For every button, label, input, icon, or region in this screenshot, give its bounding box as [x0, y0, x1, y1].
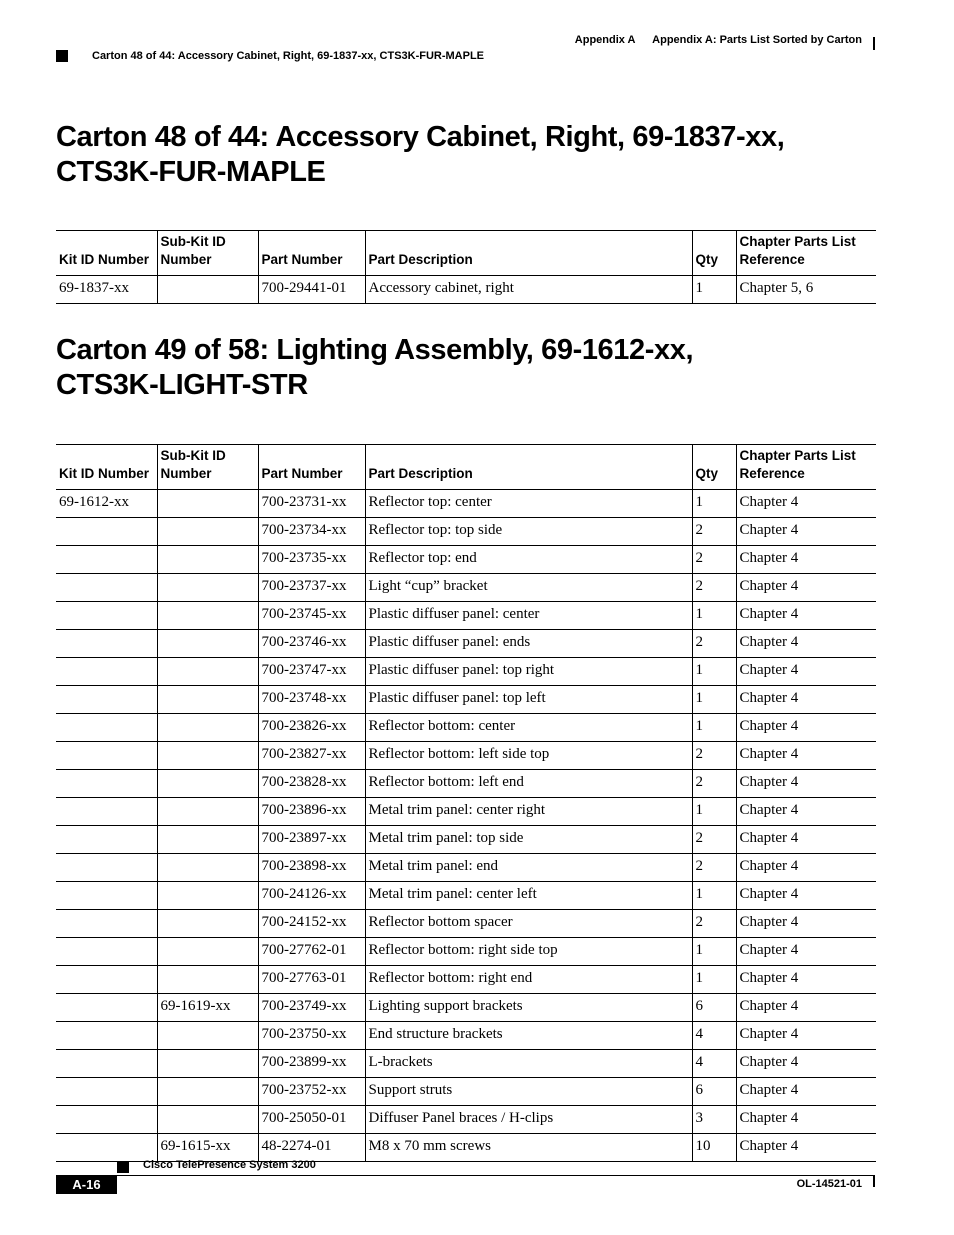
kit-id-cell — [56, 1106, 157, 1134]
table-row — [56, 658, 876, 686]
chapter-reference-cell: Chapter 4 — [736, 602, 876, 630]
table-row — [56, 714, 876, 742]
carton-49-heading: Carton 49 of 58: Lighting Assembly, 69-1612-xx, CTS3K-LIGHT-STR — [56, 334, 694, 401]
chapter-reference-cell: Chapter 4 — [736, 1050, 876, 1078]
qty-cell: 1 — [692, 714, 736, 742]
sub-kit-id-cell — [157, 742, 258, 770]
sub-kit-id-cell — [157, 854, 258, 882]
part-description-cell: Diffuser Panel braces / H-clips — [365, 1106, 692, 1134]
sub-kit-id-cell — [157, 1106, 258, 1134]
part-number-cell: 700-23897-xx — [258, 826, 365, 854]
qty-cell: 1 — [692, 276, 736, 304]
column-header: Qty — [692, 445, 736, 490]
column-header: Sub-Kit ID Number — [157, 231, 258, 276]
table-row — [56, 1022, 876, 1050]
part-number-cell: 700-23749-xx — [258, 994, 365, 1022]
footer-marker-square — [117, 1161, 129, 1173]
qty-cell: 2 — [692, 630, 736, 658]
part-number-cell: 700-23828-xx — [258, 770, 365, 798]
part-number-cell: 48-2274-01 — [258, 1134, 365, 1162]
column-header: Qty — [692, 231, 736, 276]
table-row — [56, 994, 876, 1022]
sub-kit-id-cell — [157, 574, 258, 602]
kit-id-cell — [56, 826, 157, 854]
part-number-cell: 700-29441-01 — [258, 276, 365, 304]
chapter-reference-cell: Chapter 4 — [736, 686, 876, 714]
column-header: Chapter Parts List Reference — [736, 445, 876, 490]
kit-id-cell — [56, 630, 157, 658]
sub-kit-id-cell: 69-1619-xx — [157, 994, 258, 1022]
part-description-cell: End structure brackets — [365, 1022, 692, 1050]
table-row — [56, 686, 876, 714]
table-row — [56, 938, 876, 966]
sub-kit-id-cell — [157, 518, 258, 546]
sub-kit-id-cell — [157, 1078, 258, 1106]
sub-kit-id-cell — [157, 1022, 258, 1050]
qty-cell: 2 — [692, 826, 736, 854]
table-row — [56, 518, 876, 546]
chapter-reference-cell: Chapter 4 — [736, 882, 876, 910]
table-row — [56, 770, 876, 798]
table-row — [56, 602, 876, 630]
sub-kit-id-cell — [157, 630, 258, 658]
chapter-reference-cell: Chapter 4 — [736, 966, 876, 994]
column-header: Part Number — [258, 445, 365, 490]
table-row — [56, 1134, 876, 1162]
column-header: Chapter Parts List Reference — [736, 231, 876, 276]
kit-id-cell — [56, 910, 157, 938]
chapter-reference-cell: Chapter 4 — [736, 630, 876, 658]
part-number-cell: 700-23746-xx — [258, 630, 365, 658]
header-subtitle: Carton 48 of 44: Accessory Cabinet, Right, 69-1837-xx, CTS3K-FUR-MAPLE — [92, 50, 485, 62]
kit-id-cell — [56, 994, 157, 1022]
part-number-cell: 700-27762-01 — [258, 938, 365, 966]
sub-kit-id-cell — [157, 882, 258, 910]
qty-cell: 2 — [692, 546, 736, 574]
footer-product: Cisco TelePresence System 3200 — [143, 1159, 316, 1171]
part-description-cell: Reflector top: end — [365, 546, 692, 574]
kit-id-cell — [56, 1022, 157, 1050]
part-description-cell: L-brackets — [365, 1050, 692, 1078]
carton-48-table — [56, 230, 876, 304]
kit-id-cell — [56, 518, 157, 546]
part-number-cell: 700-23748-xx — [258, 686, 365, 714]
sub-kit-id-cell — [157, 798, 258, 826]
part-description-cell: M8 x 70 mm screws — [365, 1134, 692, 1162]
table-header-row — [56, 445, 876, 490]
part-description-cell: Support struts — [365, 1078, 692, 1106]
kit-id-cell — [56, 798, 157, 826]
part-number-cell: 700-23735-xx — [258, 546, 365, 574]
table-row — [56, 630, 876, 658]
qty-cell: 4 — [692, 1022, 736, 1050]
sub-kit-id-cell — [157, 966, 258, 994]
chapter-reference-cell: Chapter 4 — [736, 714, 876, 742]
column-header: Part Description — [365, 231, 692, 276]
kit-id-cell — [56, 1134, 157, 1162]
qty-cell: 2 — [692, 518, 736, 546]
qty-cell: 2 — [692, 770, 736, 798]
qty-cell: 3 — [692, 1106, 736, 1134]
part-number-cell: 700-24152-xx — [258, 910, 365, 938]
qty-cell: 1 — [692, 658, 736, 686]
chapter-reference-cell: Chapter 5, 6 — [736, 276, 876, 304]
qty-cell: 4 — [692, 1050, 736, 1078]
chapter-reference-cell: Chapter 4 — [736, 994, 876, 1022]
table-row — [56, 798, 876, 826]
sub-kit-id-cell — [157, 658, 258, 686]
qty-cell: 1 — [692, 938, 736, 966]
header-rule-bar — [873, 37, 875, 50]
part-number-cell: 700-23745-xx — [258, 602, 365, 630]
table-row — [56, 882, 876, 910]
table-row — [56, 490, 876, 518]
carton-49-table — [56, 444, 876, 1162]
sub-kit-id-cell — [157, 602, 258, 630]
table-row — [56, 574, 876, 602]
sub-kit-id-cell: 69-1615-xx — [157, 1134, 258, 1162]
kit-id-cell — [56, 938, 157, 966]
qty-cell: 1 — [692, 490, 736, 518]
qty-cell: 2 — [692, 742, 736, 770]
qty-cell: 2 — [692, 574, 736, 602]
sub-kit-id-cell — [157, 276, 258, 304]
part-description-cell: Reflector bottom spacer — [365, 910, 692, 938]
sub-kit-id-cell — [157, 714, 258, 742]
qty-cell: 6 — [692, 1078, 736, 1106]
part-number-cell: 700-25050-01 — [258, 1106, 365, 1134]
table-row — [56, 826, 876, 854]
table-row — [56, 1106, 876, 1134]
chapter-reference-cell: Chapter 4 — [736, 546, 876, 574]
qty-cell: 1 — [692, 686, 736, 714]
qty-cell: 1 — [692, 966, 736, 994]
part-number-cell: 700-23826-xx — [258, 714, 365, 742]
sub-kit-id-cell — [157, 1050, 258, 1078]
part-description-cell: Reflector bottom: right end — [365, 966, 692, 994]
part-number-cell: 700-23734-xx — [258, 518, 365, 546]
part-description-cell: Plastic diffuser panel: center — [365, 602, 692, 630]
part-description-cell: Metal trim panel: center left — [365, 882, 692, 910]
kit-id-cell — [56, 658, 157, 686]
sub-kit-id-cell — [157, 826, 258, 854]
part-description-cell: Metal trim panel: end — [365, 854, 692, 882]
carton-48-heading: Carton 48 of 44: Accessory Cabinet, Right, 69-1837-xx, CTS3K-FUR-MAPLE — [56, 121, 785, 188]
part-number-cell: 700-23750-xx — [258, 1022, 365, 1050]
table-row — [56, 1050, 876, 1078]
footer-rule — [117, 1175, 875, 1176]
part-description-cell: Reflector top: top side — [365, 518, 692, 546]
chapter-reference-cell: Chapter 4 — [736, 1134, 876, 1162]
kit-id-cell: 69-1837-xx — [56, 276, 157, 304]
kit-id-cell — [56, 854, 157, 882]
chapter-reference-cell: Chapter 4 — [736, 658, 876, 686]
kit-id-cell: 69-1612-xx — [56, 490, 157, 518]
sub-kit-id-cell — [157, 938, 258, 966]
table-row — [56, 276, 876, 304]
chapter-reference-cell: Chapter 4 — [736, 854, 876, 882]
part-number-cell: 700-23747-xx — [258, 658, 365, 686]
kit-id-cell — [56, 602, 157, 630]
part-number-cell: 700-24126-xx — [258, 882, 365, 910]
sub-kit-id-cell — [157, 546, 258, 574]
table-row — [56, 742, 876, 770]
part-description-cell: Metal trim panel: center right — [365, 798, 692, 826]
qty-cell: 2 — [692, 910, 736, 938]
chapter-reference-cell: Chapter 4 — [736, 798, 876, 826]
part-description-cell: Reflector bottom: center — [365, 714, 692, 742]
chapter-reference-cell: Chapter 4 — [736, 574, 876, 602]
qty-cell: 1 — [692, 798, 736, 826]
qty-cell: 2 — [692, 854, 736, 882]
part-description-cell: Light “cup” bracket — [365, 574, 692, 602]
qty-cell: 1 — [692, 602, 736, 630]
qty-cell: 1 — [692, 882, 736, 910]
qty-cell: 6 — [692, 994, 736, 1022]
header-section: Appendix A: Parts List Sorted by Carton — [652, 34, 862, 46]
page-number: A-16 — [56, 1175, 117, 1194]
part-description-cell: Reflector bottom: left side top — [365, 742, 692, 770]
kit-id-cell — [56, 770, 157, 798]
kit-id-cell — [56, 574, 157, 602]
chapter-reference-cell: Chapter 4 — [736, 490, 876, 518]
part-description-cell: Plastic diffuser panel: top left — [365, 686, 692, 714]
sub-kit-id-cell — [157, 910, 258, 938]
part-description-cell: Plastic diffuser panel: ends — [365, 630, 692, 658]
table-row — [56, 966, 876, 994]
part-number-cell: 700-23899-xx — [258, 1050, 365, 1078]
running-header — [561, 34, 862, 46]
part-number-cell: 700-23752-xx — [258, 1078, 365, 1106]
part-description-cell: Reflector bottom: left end — [365, 770, 692, 798]
sub-kit-id-cell — [157, 686, 258, 714]
sub-kit-id-cell — [157, 770, 258, 798]
header-marker-square — [56, 50, 68, 62]
footer-rule-bar — [873, 1175, 875, 1187]
table-header-row — [56, 231, 876, 276]
kit-id-cell — [56, 714, 157, 742]
part-number-cell: 700-23737-xx — [258, 574, 365, 602]
table-row — [56, 1078, 876, 1106]
table-row — [56, 854, 876, 882]
part-description-cell: Metal trim panel: top side — [365, 826, 692, 854]
column-header: Part Description — [365, 445, 692, 490]
kit-id-cell — [56, 1050, 157, 1078]
part-description-cell: Reflector bottom: right side top — [365, 938, 692, 966]
kit-id-cell — [56, 882, 157, 910]
chapter-reference-cell: Chapter 4 — [736, 826, 876, 854]
sub-kit-id-cell — [157, 490, 258, 518]
part-number-cell: 700-23898-xx — [258, 854, 365, 882]
kit-id-cell — [56, 686, 157, 714]
chapter-reference-cell: Chapter 4 — [736, 518, 876, 546]
kit-id-cell — [56, 966, 157, 994]
part-number-cell: 700-23731-xx — [258, 490, 365, 518]
kit-id-cell — [56, 742, 157, 770]
chapter-reference-cell: Chapter 4 — [736, 742, 876, 770]
part-description-cell: Reflector top: center — [365, 490, 692, 518]
part-description-cell: Plastic diffuser panel: top right — [365, 658, 692, 686]
part-number-cell: 700-27763-01 — [258, 966, 365, 994]
column-header: Kit ID Number — [56, 231, 157, 276]
column-header: Kit ID Number — [56, 445, 157, 490]
table-row — [56, 546, 876, 574]
chapter-reference-cell: Chapter 4 — [736, 910, 876, 938]
kit-id-cell — [56, 546, 157, 574]
chapter-reference-cell: Chapter 4 — [736, 1078, 876, 1106]
part-number-cell: 700-23896-xx — [258, 798, 365, 826]
column-header: Sub-Kit ID Number — [157, 445, 258, 490]
part-description-cell: Lighting support brackets — [365, 994, 692, 1022]
part-description-cell: Accessory cabinet, right — [365, 276, 692, 304]
part-number-cell: 700-23827-xx — [258, 742, 365, 770]
qty-cell: 10 — [692, 1134, 736, 1162]
table-row — [56, 910, 876, 938]
column-header: Part Number — [258, 231, 365, 276]
kit-id-cell — [56, 1078, 157, 1106]
chapter-reference-cell: Chapter 4 — [736, 938, 876, 966]
chapter-reference-cell: Chapter 4 — [736, 770, 876, 798]
header-appendix: Appendix A — [574, 34, 636, 46]
chapter-reference-cell: Chapter 4 — [736, 1106, 876, 1134]
chapter-reference-cell: Chapter 4 — [736, 1022, 876, 1050]
footer-doc-id: OL-14521-01 — [796, 1178, 862, 1190]
